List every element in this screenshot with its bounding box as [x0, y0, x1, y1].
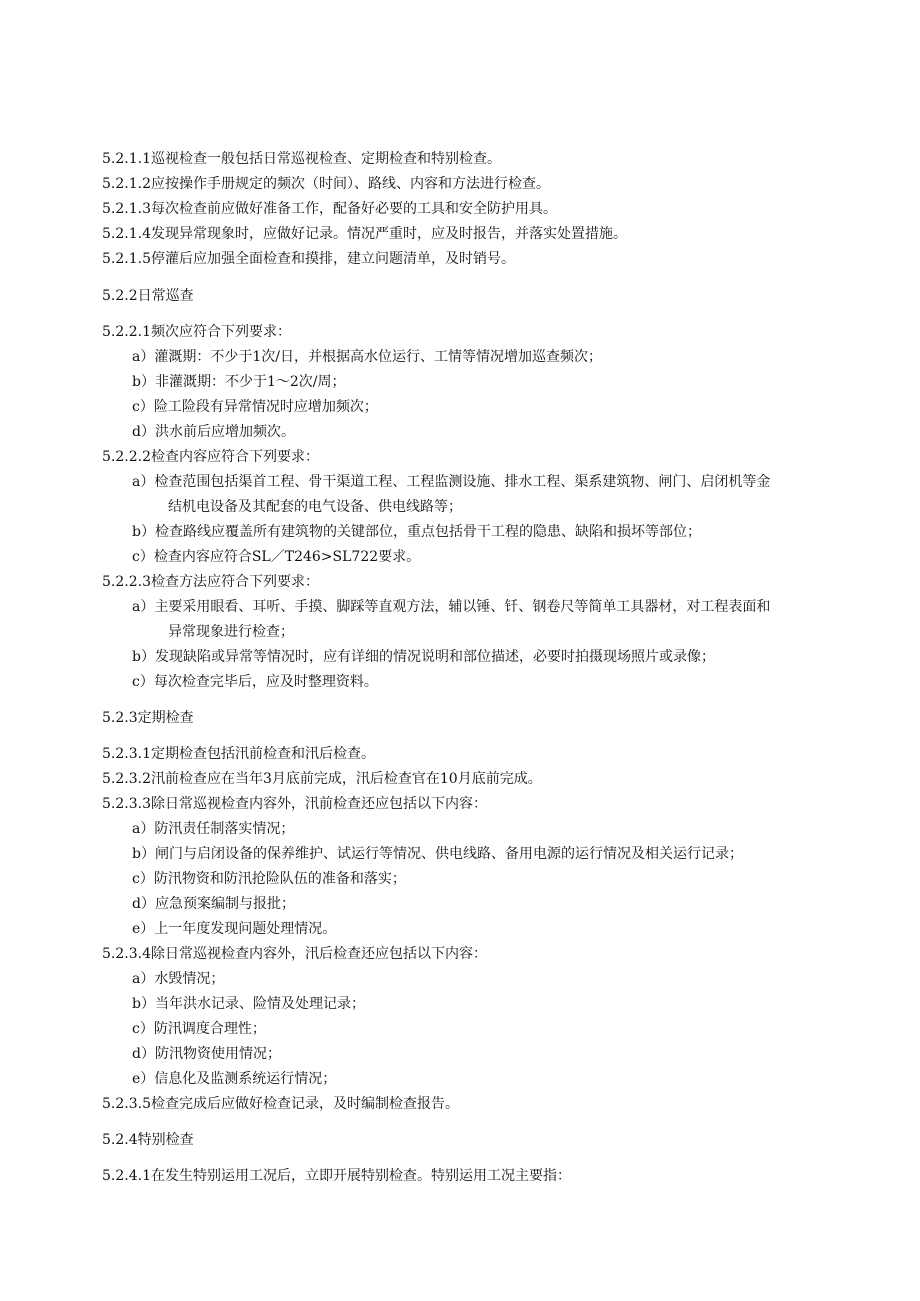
paragraph: 5.2.1.4发现异常现象时，应做好记录。情况严重时，应及时报告，并落实处置措施。 [102, 226, 627, 242]
list-item: d）应急预案编制与报批； [132, 896, 295, 912]
list-item: c）防汛物资和防汛抢险队伍的准备和落实； [132, 871, 406, 887]
list-item: e）上一年度发现问题处理情况。 [132, 921, 337, 937]
paragraph: 5.2.1.5停灌后应加强全面检查和摸排，建立问题清单，及时销号。 [102, 251, 515, 267]
list-item: c）险工险段有异常情况时应增加频次； [132, 399, 378, 415]
list-item: a）防汛责任制落实情况； [132, 821, 295, 837]
paragraph: 5.2.3.1定期检查包括汛前检查和汛后检查。 [102, 746, 375, 762]
list-item: a）主要采用眼看、耳听、手摸、脚踩等直观方法，辅以锤、钎、钢卷尺等简单工具器材，对工程表面和 [132, 599, 771, 615]
paragraph: 5.2.2.3检查方法应符合下列要求： [102, 574, 319, 590]
paragraph: 5.2.2.1频次应符合下列要求： [102, 324, 291, 340]
paragraph: 5.2.3.2汛前检查应在当年3月底前完成，汛后检查官在10月底前完成。 [102, 771, 542, 787]
list-item: b）当年洪水记录、险情及处理记录； [132, 996, 365, 1012]
section-5-2-1 [102, 147, 842, 272]
list-item: b）闸门与启闭设备的保养维护、试运行等情况、供电线路、备用电源的运行情况及相关运行记录； [132, 846, 743, 862]
heading-5-2-3 [102, 706, 842, 731]
paragraph: 5.2.3.5检查完成后应做好检查记录，及时编制检查报告。 [102, 1096, 459, 1112]
section-5-2-2 [102, 320, 842, 695]
paragraph: 5.2.4.1在发生特别运用工况后，立即开展特别检查。特别运用工况主要指： [102, 1168, 571, 1184]
list-item: b）检查路线应覆盖所有建筑物的关键部位，重点包括骨干工程的隐患、缺陷和损坏等部位； [132, 524, 701, 540]
paragraph: 5.2.2.2检查内容应符合下列要求： [102, 449, 319, 465]
list-item: a）灌溉期：不少于1次/日，并根据高水位运行、工情等情况增加巡查频次； [132, 349, 602, 365]
list-item: a）水毁情况； [132, 971, 225, 987]
list-item-continuation: 异常现象进行检查； [168, 624, 294, 640]
section-heading: 5.2.2日常巡查 [102, 288, 194, 304]
paragraph: 5.2.3.4除日常巡视检查内容外，汛后检查还应包括以下内容： [102, 946, 487, 962]
list-item: d）洪水前后应增加频次。 [132, 424, 295, 440]
section-5-2-3 [102, 742, 842, 1117]
list-item: e）信息化及监测系统运行情况； [132, 1071, 337, 1087]
list-item: c）每次检查完毕后，应及时整理资料。 [132, 674, 378, 690]
section-heading: 5.2.4特别检查 [102, 1132, 194, 1148]
heading-5-2-2 [102, 284, 842, 309]
list-item: b）发现缺陷或异常等情况时，应有详细的情况说明和部位描述，必要时拍摄现场照片或录像； [132, 649, 715, 665]
list-item: d）防汛物资使用情况； [132, 1046, 281, 1062]
section-heading: 5.2.3定期检查 [102, 710, 194, 726]
paragraph: 5.2.1.1巡视检查一般包括日常巡视检查、定期检查和特别检查。 [102, 151, 501, 167]
list-item: b）非灌溉期：不少于1～2次/周； [132, 374, 346, 390]
heading-5-2-4 [102, 1128, 842, 1153]
paragraph: 5.2.1.2应按操作手册规定的频次（时间）、路线、内容和方法进行检查。 [102, 176, 550, 192]
list-item: a）检查范围包括渠首工程、骨干渠道工程、工程监测设施、排水工程、渠系建筑物、闸门、启闭机等金 [132, 474, 771, 490]
list-item-continuation: 结机电设备及其配套的电气设备、供电线路等； [168, 499, 462, 515]
section-5-2-4 [102, 1164, 842, 1189]
paragraph: 5.2.3.3除日常巡视检查内容外，汛前检查还应包括以下内容： [102, 796, 487, 812]
list-item: c）防汛调度合理性； [132, 1021, 266, 1037]
paragraph: 5.2.1.3每次检查前应做好准备工作，配备好必要的工具和安全防护用具。 [102, 201, 557, 217]
list-item: c）检查内容应符合SL／T246>SL722要求。 [132, 549, 421, 565]
